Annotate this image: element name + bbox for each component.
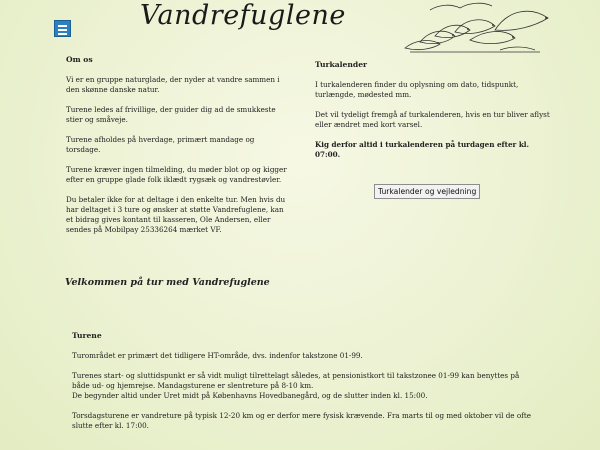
- calendar-paragraph: I turkalenderen finder du oplysning om dato, tidspunkt, turlængde, mødested mm.: [315, 80, 519, 99]
- about-paragraph: Turene afholdes på hverdage, primært mandage og torsdage.: [66, 135, 255, 154]
- tours-section: [72, 331, 532, 441]
- about-paragraph: Turene kræver ingen tilmelding, du møder blot op og kigger efter en gruppe glade folk iklædt rygsæk og vandrestøvler.: [66, 165, 287, 184]
- tours-paragraph: De begynder altid under Uret midt på Københavns Hovedbanegård, og de slutter inden kl. 15:00.: [72, 391, 428, 400]
- about-section: [66, 55, 291, 245]
- about-paragraph: Turene ledes af frivillige, der guider dig ad de smukkeste stier og småveje.: [66, 105, 276, 124]
- welcome-heading: Velkommen på tur med Vandrefuglene: [65, 277, 270, 288]
- tours-paragraph: Turområdet er primært det tidligere HT-område, dvs. indenfor takstzone 01-99.: [72, 351, 363, 360]
- about-paragraph: Vi er en gruppe naturglade, der nyder at vandre sammen i den skønne danske natur.: [66, 75, 280, 94]
- tours-paragraph: Torsdagsturene er vandreture på typisk 12-20 km og er derfor mere fysisk krævende. Fra marts til og med oktober vil de ofte slutte efter kl. 17:00.: [72, 411, 531, 430]
- about-heading: Om os: [66, 55, 93, 64]
- site-logo-title: Vandrefuglene: [140, 0, 346, 31]
- about-paragraph: Du betaler ikke for at deltage i den enkelte tur. Men hvis du har deltaget i 3 ture og ønsker at støtte Vandrefuglene, kan et bidrag gives kontant til kasseren, Ole Andersen, eller sendes på Mobilpay 25336264 mærket VF.: [66, 195, 286, 234]
- calendar-paragraph: Det vil tydeligt fremgå af turkalenderen, hvis en tur bliver aflyst eller ændret med kort varsel.: [315, 110, 550, 129]
- calendar-guide-button[interactable]: Turkalender og vejledning: [374, 184, 480, 199]
- flying-birds-illustration: [400, 0, 550, 56]
- tours-paragraph: Turenes start- og sluttidspunkt er så vidt muligt tilrettelagt således, at pensionistkort til takstzonee 01-99 kan benyttes på både ud- og hjemrejse. Mandagsturene er slentreture på 8-10 km.: [72, 371, 520, 390]
- hamburger-menu-icon[interactable]: [54, 20, 71, 37]
- calendar-section: [315, 60, 555, 170]
- tours-heading: Turene: [72, 331, 102, 340]
- calendar-note: Kig derfor altid i turkalenderen på turdagen efter kl. 07:00.: [315, 140, 530, 159]
- calendar-heading: Turkalender: [315, 60, 368, 69]
